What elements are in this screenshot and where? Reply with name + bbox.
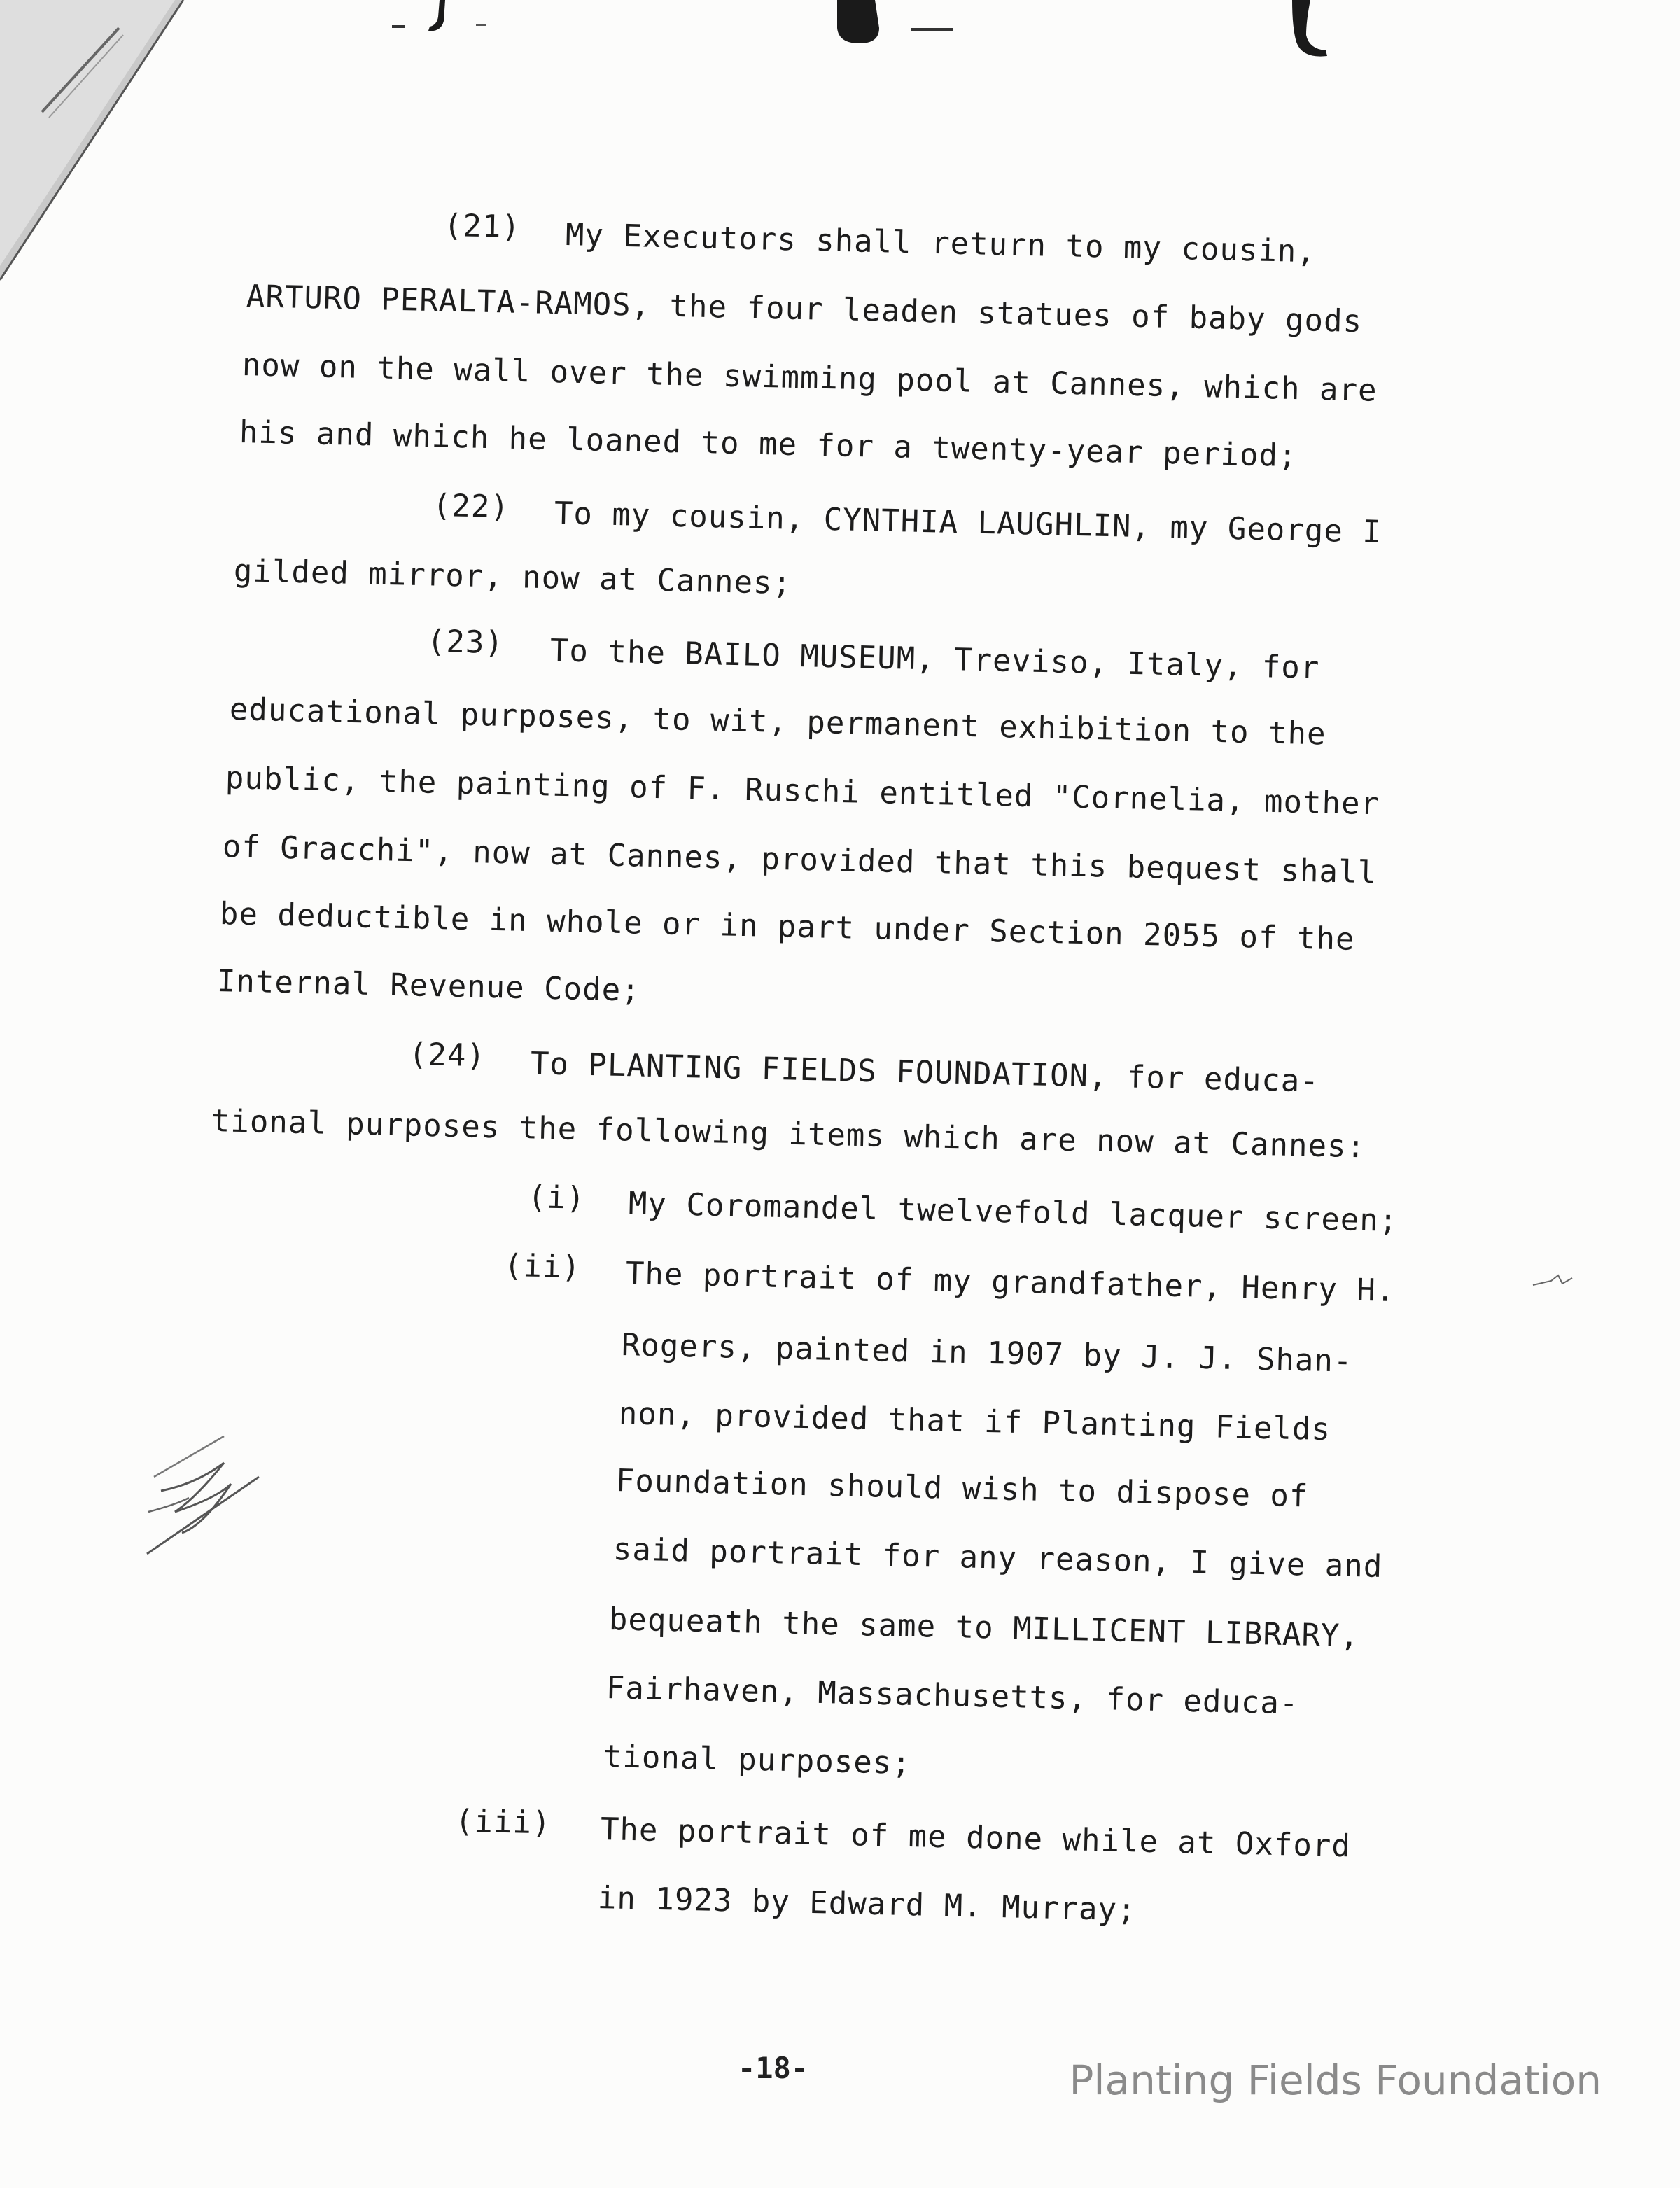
paragraph-line: now on the wall over the swimming pool at Cannes, which are	[241, 347, 1378, 409]
paragraph-number: (21)	[443, 207, 522, 246]
archive-watermark: Planting Fields Foundation	[1069, 2056, 1602, 2104]
item-line: tional purposes;	[603, 1739, 912, 1781]
paragraph-line: ARTURO PERALTA-RAMOS, the four leaden statues of baby gods	[246, 279, 1363, 340]
margin-tick-mark	[1530, 1271, 1586, 1292]
paragraph-line: tional purposes the following items which are now at Cannes:	[211, 1103, 1366, 1165]
item-number: (iii)	[454, 1803, 552, 1842]
paragraph-line: To the BAILO MUSEUM, Treviso, Italy, for	[550, 633, 1320, 686]
paragraph-line: My Executors shall return to my cousin,	[565, 217, 1317, 270]
item-line: in 1923 by Edward M. Murray;	[597, 1880, 1138, 1928]
handwritten-initials-mark	[133, 1421, 301, 1561]
item-line: My Coromandel twelvefold lacquer screen;	[628, 1186, 1399, 1239]
paragraph-number: (22)	[432, 487, 510, 526]
item-number: (ii)	[503, 1247, 582, 1286]
item-line: bequeath the same to MILLICENT LIBRARY,	[608, 1601, 1360, 1655]
paragraph-line: be deductible in whole or in part under Section 2055 of the	[219, 896, 1356, 958]
item-line: The portrait of my grandfather, Henry H.	[625, 1256, 1396, 1309]
item-line: Foundation should wish to dispose of	[615, 1463, 1309, 1515]
paragraph-line: of Gracchi", now at Cannes, provided that this bequest shall	[222, 829, 1378, 891]
paragraph-line: educational purposes, to wit, permanent exhibition to the	[229, 692, 1327, 752]
item-number: (i)	[527, 1179, 587, 1216]
paragraph-line: gilded mirror, now at Cannes;	[233, 553, 792, 602]
item-line: said portrait for any reason, I give and	[612, 1531, 1383, 1585]
item-line: Rogers, painted in 1907 by J. J. Shan-	[621, 1327, 1353, 1380]
paragraph-line: To my cousin, CYNTHIA LAUGHLIN, my George I	[554, 496, 1382, 550]
paragraph-line: his and which he loaned to me for a twenty-year period;	[239, 414, 1298, 475]
page-number: -18-	[738, 2051, 809, 2085]
item-line: The portrait of me done while at Oxford	[600, 1811, 1352, 1865]
paragraph-number: (24)	[408, 1036, 486, 1074]
paragraph-line: public, the painting of F. Ruschi entitled "Cornelia, mother	[225, 760, 1380, 822]
item-line: Fairhaven, Massachusetts, for educa-	[606, 1670, 1299, 1722]
paragraph-line: Internal Revenue Code;	[216, 963, 641, 1009]
paragraph-number: (23)	[426, 623, 505, 661]
paragraph-line: To PLANTING FIELDS FOUNDATION, for educa-	[530, 1046, 1320, 1100]
item-line: non, provided that if Planting Fields	[618, 1396, 1331, 1448]
